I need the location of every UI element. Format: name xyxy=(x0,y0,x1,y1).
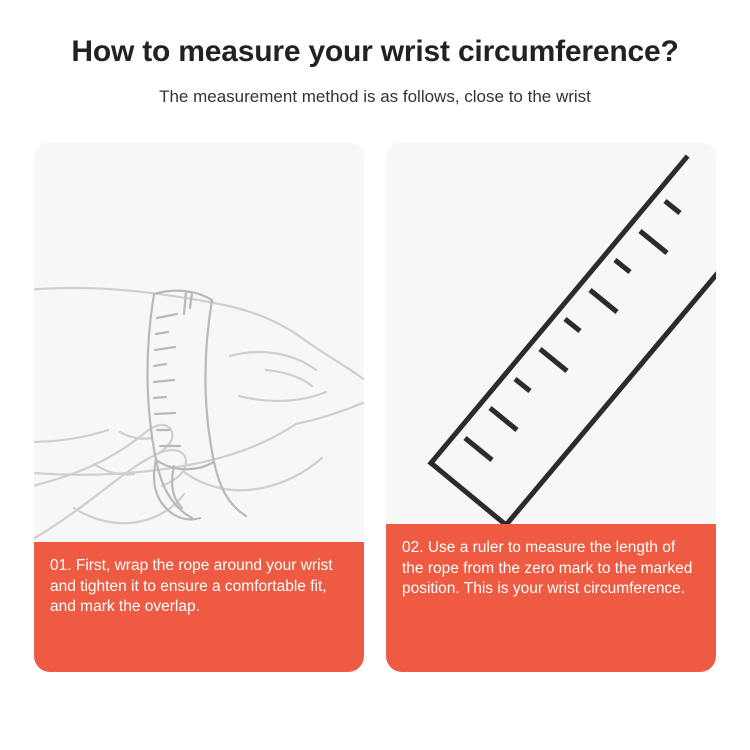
ruler-illustration xyxy=(386,142,716,524)
step-caption-2: 02. Use a ruler to measure the length of the rope from the zero mark to the marked position. This is your wrist circumference. xyxy=(386,524,716,672)
step-card-2 xyxy=(386,142,716,672)
steps-container xyxy=(0,142,750,672)
page-subtitle: The measurement method is as follows, close to the wrist xyxy=(159,87,591,106)
page-title: How to measure your wrist circumference? xyxy=(71,35,679,68)
step-card-1 xyxy=(34,142,364,672)
wrist-with-measuring-tape-illustration xyxy=(34,142,364,542)
header xyxy=(0,0,750,108)
step-caption-1: 01. First, wrap the rope around your wrist and tighten it to ensure a comfortable fit, and mark the overlap. xyxy=(34,542,364,672)
